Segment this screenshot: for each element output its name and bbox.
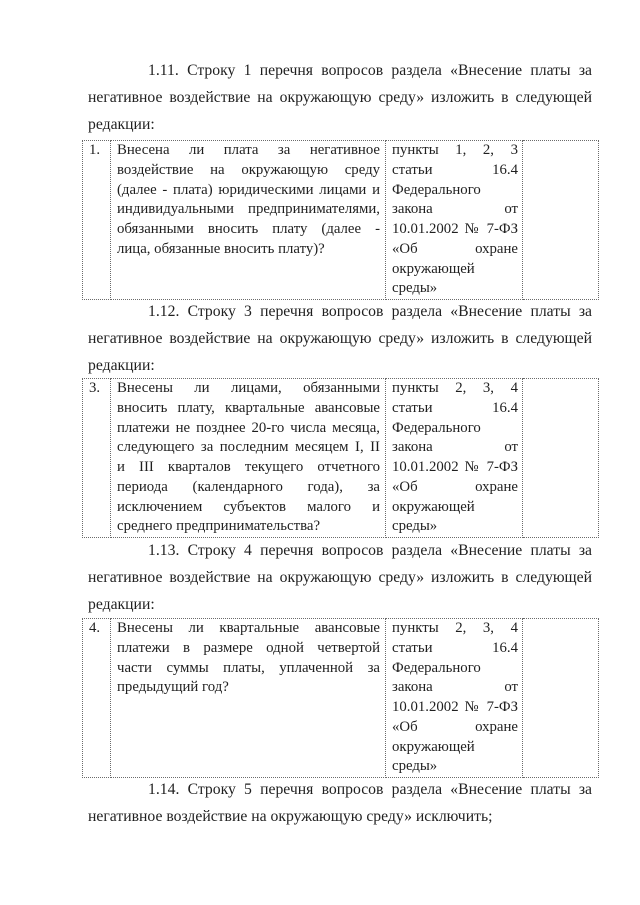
question-line: периода (календарного года), за [117,478,380,495]
row-number-cell [83,379,111,538]
question-line: предыдущий год? [117,679,229,696]
question-line: исключением субъектов малого и [117,498,380,515]
question-cell [111,379,386,538]
checklist-table-row-3 [82,378,599,538]
reference-line: среды» [392,758,438,775]
paragraph-line: 1.14. Строку 5 перечня вопросов раздела «Внесение платы за [148,781,592,798]
question-line: обязанными вносить плату (далее - [117,221,380,237]
checklist-table-row-1 [82,140,599,300]
question-line: следующего за последним месяцем I, II [117,439,380,456]
row-number: 1. [89,142,101,158]
question-line: Внесена ли плата за негативное [117,142,380,158]
table-row [83,379,599,538]
question-line: платежи в размере одной четвертой [117,639,380,656]
question-line: части суммы платы, уплаченной за [117,659,380,676]
empty-notes-cell [523,379,599,538]
question-line: (далее - плата) юридическими лицами и [117,181,380,198]
reference-line: закона от [392,439,518,456]
question-line: лица, обязанные вносить плату)? [117,240,325,257]
row-number: 3. [89,380,101,396]
checklist-table-row-4 [82,618,599,778]
question-cell [111,619,386,778]
paragraph-line: негативное воздействие на окружающую среду» исключить; [88,808,493,825]
reference-line: «Об охране [392,478,518,495]
reference-cell [386,619,523,778]
reference-line: пункты 2, 3, 4 [392,620,518,636]
amendment-paragraph-1-14 [88,776,592,830]
paragraph-line: редакции: [88,116,155,133]
reference-line: окружающей [392,498,475,515]
reference-line: 10.01.2002 № 7-ФЗ [392,221,518,237]
paragraph-line: редакции: [88,596,155,613]
reference-line: Федерального [392,659,481,676]
paragraph-line: 1.13. Строку 4 перечня вопросов раздела «Внесение платы за [148,542,592,559]
reference-line: Федерального [392,181,481,198]
reference-cell [386,379,523,538]
reference-line: пункты 2, 3, 4 [392,380,518,396]
reference-line: закона от [392,679,518,696]
question-line: среднего предпринимательства? [117,518,321,535]
question-line: индивидуальными предпринимателями, [117,201,380,218]
table-row [83,141,599,300]
reference-line: «Об охране [392,240,518,257]
reference-line: Федерального [392,419,481,436]
reference-line: закона от [392,201,518,218]
paragraph-line: 1.12. Строку 3 перечня вопросов раздела «Внесение платы за [148,303,592,320]
reference-line: 10.01.2002 № 7-ФЗ [392,699,518,715]
reference-line: среды» [392,280,438,297]
question-cell [111,141,386,300]
amendment-paragraph-1-11 [88,57,592,138]
reference-line: статьи 16.4 [392,161,518,178]
reference-line: «Об охране [392,718,518,735]
reference-line: статьи 16.4 [392,639,518,656]
paragraph-line: редакции: [88,357,155,374]
row-number-cell [83,141,111,300]
question-line: воздействие на окружающую среду [117,161,380,178]
reference-line: 10.01.2002 № 7-ФЗ [392,459,518,475]
row-number: 4. [89,620,101,636]
empty-notes-cell [523,141,599,300]
question-line: Внесены ли лицами, обязанными [117,380,380,396]
question-line: и III кварталов текущего отчетного [117,459,380,475]
reference-cell [386,141,523,300]
paragraph-line: 1.11. Строку 1 перечня вопросов раздела «Внесение платы за [148,62,592,79]
table-row [83,619,599,778]
amendment-paragraph-1-13 [88,537,592,618]
paragraph-line: негативное воздействие на окружающую среду» изложить в следующей [88,569,592,586]
question-line: платежи не позднее 20-го числа месяца, [117,419,380,436]
reference-line: окружающей [392,260,475,277]
row-number-cell [83,619,111,778]
question-line: Внесены ли квартальные авансовые [117,620,380,636]
empty-notes-cell [523,619,599,778]
amendment-paragraph-1-12 [88,298,592,379]
reference-line: среды» [392,518,438,535]
paragraph-line: негативное воздействие на окружающую среду» изложить в следующей [88,330,592,347]
question-line: вносить плату, квартальные авансовые [117,399,380,416]
reference-line: окружающей [392,738,475,755]
reference-line: пункты 1, 2, 3 [392,142,518,158]
reference-line: статьи 16.4 [392,399,518,416]
paragraph-line: негативное воздействие на окружающую среду» изложить в следующей [88,89,592,106]
